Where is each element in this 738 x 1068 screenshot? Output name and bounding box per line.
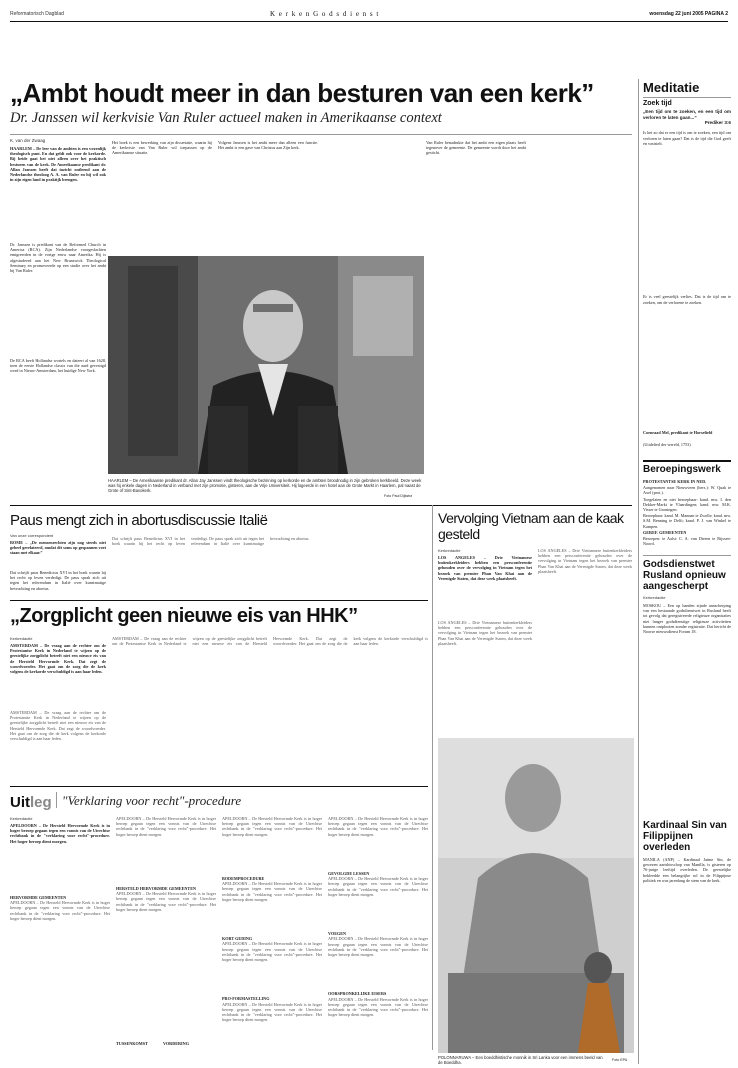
uitleg-col-3 xyxy=(222,816,322,1042)
abortus-headline: Paus mengt zich in abortusdiscussie Italië xyxy=(10,512,268,529)
beroepingswerk-item: Beroepbaar: kand. M. Mannan te Zwolle; kand. mw. S.M. Benning te Delft; kand. P. J. van Winkel te Kampen. xyxy=(643,513,731,529)
uitleg-sub-7: TUSSENKOMST xyxy=(116,1041,148,1046)
uitleg-col-4 xyxy=(328,816,428,1047)
meditatie-subtitle: Zoek tijd xyxy=(643,100,672,107)
lead-caption: HAARLEM – De Amerikaanse predikant dr. Allan Jay Janssen vindt theologische bezinning op kerkorde en de ambten broodnodig in zijn gebroken kerkbeeld. Deze week was hij enkele dagen in Nederland in verband met zijn promotie, gisteren, aan de Vrije Universiteit. Hij logeerde in een hotel aan de Grote Markt in Haarlem, pal naast de Grote of Sint-Bavokerk. xyxy=(108,478,422,494)
uitleg-text: APELDOORN – De Hersteld Hervormde Kerk is in hoger beroep gegaan tegen een vonnis van de Utrechtse rechtbank in de "verklaring voor recht"-procedure. Het hoger beroep dient morgen. xyxy=(10,823,110,844)
vietnam-divider xyxy=(432,505,433,1050)
kardinaal-title: Kardinaal Sin van Filippijnen overleden xyxy=(643,820,727,853)
uitleg-col-4-text-a: APELDOORN – De Hersteld Hervormde Kerk is in hoger beroep gegaan tegen een vonnis van de Utrechtse rechtbank in de "verklaring voor recht"-procedure. Het hoger beroep dient morgen. xyxy=(328,816,428,837)
lead-col-2 xyxy=(112,140,212,255)
lead-byline: K. van der Zwaag xyxy=(10,138,46,143)
godsdienst-tag: Kerkredactie xyxy=(643,595,666,600)
vietnam-col-b: LOS ANGELES – Drie Vietnamese buitenkerkleiders hebben een persconferentie gehouden over de vervolging in Vietnam tegen het bezoek van premier Phan Van Khai aan de Verenigde Staten, dat deze week plaatsheeft. xyxy=(538,548,632,574)
uitleg-col-3-text-b: APELDOORN – De Hersteld Hervormde Kerk is in hoger beroep gegaan tegen een vonnis van de Utrechtse rechtbank in de "verklaring voor recht"-procedure. Het hoger beroep dient morgen. xyxy=(222,881,322,902)
meditatie-block xyxy=(643,80,731,447)
godsdienst-block xyxy=(643,555,731,823)
abortus-intro: ROME – „De mensenrechten zijn nog steeds niet geheel gerelateerd, omdat dit soms op gespannen voet staan met elkaar.” xyxy=(10,540,106,556)
buddha-photo-image xyxy=(438,738,634,1053)
lead-photo-credit: Foto Paul Dijkstra xyxy=(384,494,413,498)
uitleg-col-4-text-c: APELDOORN – De Hersteld Hervormde Kerk is in hoger beroep gegaan tegen een vonnis van de Utrechtse rechtbank in de "verklaring voor recht"-procedure. Het hoger beroep dient morgen. xyxy=(328,936,428,958)
uitleg-col-3-text-d: APELDOORN – De Hersteld Hervormde Kerk is in hoger beroep gegaan tegen een vonnis van de Utrechtse rechtbank in de "verklaring voor recht"-procedure. Het hoger beroep dient morgen. xyxy=(222,1001,322,1023)
uitleg-col-1-text: APELDOORN – De Hersteld Hervormde Kerk is in hoger beroep gegaan tegen een vonnis van de Utrechtse rechtbank in de "verklaring voor recht"-procedure. Het hoger beroep dient morgen. xyxy=(10,900,110,921)
hhk-rule xyxy=(10,600,428,601)
beroepingswerk-item: PROTESTANTSE KERK IN NED. xyxy=(643,479,707,484)
vietnam-text: LOS ANGELES – Drie Vietnamese buitenkerkleiders hebben een persconferentie gehouden over de vervolging in Vietnam tegen het bezoek van premier Phan Van Khai aan de Verenigde Staten, dat deze week plaatsheeft. xyxy=(438,555,532,581)
uitleg-sub-2: BODEMPROCEDURE xyxy=(222,876,265,881)
vietnam-credit: Foto EPA xyxy=(612,1058,628,1062)
vietnam-col-a: LOS ANGELES – Drie Vietnamese buitenkerkleiders hebben een persconferentie gehouden over de vervolging in Vietnam tegen het bezoek van premier Phan Van Khai aan de Verenigde Staten, dat deze week plaatsheeft. xyxy=(438,620,532,646)
hhk-body xyxy=(10,636,106,703)
uitleg-brand-u: Uit xyxy=(10,794,30,811)
godsdienst-title: Godsdienstwet Rusland opnieuw aangescherpt xyxy=(643,559,726,592)
lead-divider xyxy=(10,134,632,135)
kardinaal-text: MANILA (ANP) – Kardinaal Jaime Sin, de gewezen aartsbisschop van Manilla, is gisteren op 76-jarige leeftijd overleden. De geestelijke bekleedde een belangrijke rol in de Filippijnse politiek en was jarenlang de stem van de kerk. xyxy=(643,857,731,883)
masthead-rule xyxy=(10,21,728,22)
abortus-tag: Van onze correspondent xyxy=(10,533,54,538)
lead-body-2: De RCA beeft Hollandse wortels en dateert al van 1628, toen de eerste Hollandse classis van die aard gevestigd werd in Nieuw-Amsterdam, het huidige New York. xyxy=(10,358,106,374)
uitleg-col-1 xyxy=(10,816,110,1045)
meditatie-reference: (Uitdelied der wereld, 1753) xyxy=(643,441,691,447)
masthead-paper: Reformatorisch Dagblad xyxy=(10,11,64,17)
buddha-photo xyxy=(438,738,634,1053)
kardinaal-block xyxy=(643,820,731,1057)
uitleg-brand-l: leg xyxy=(30,794,52,811)
uitleg-sub-4: PRO-FORMASTELLING xyxy=(222,996,270,1002)
hhk-tag: Kerkredactie xyxy=(10,636,33,641)
beroepingswerk-list xyxy=(643,479,731,546)
beroepingswerk-title: Beroepingswerk xyxy=(643,460,731,476)
abortus-columns: Dat schrijft paus Benedictus XVI in het boek waarin hij het recht op leven verdedigt. De paus sprak zich uit tegen het referendum in Italië over kunstmatige bevruchting en abortus. xyxy=(112,536,310,547)
meditatie-quote-ref: Prediker 3:6 xyxy=(704,120,731,126)
uitleg-col-4-text-d: APELDOORN – De Hersteld Hervormde Kerk is in hoger beroep gegaan tegen een vonnis van de Utrechtse rechtbank in de "verklaring voor recht"-procedure. Het hoger beroep dient morgen. xyxy=(328,996,428,1018)
beroepingswerk-item: Toegelaten en niet beroepbaar: kand. mw. I. den Dekker-Markt te Vlaardingen; kand. mw. M.K. Visser te Groningen. xyxy=(643,496,731,513)
uitleg-sub-8: VORDERING xyxy=(162,1041,189,1046)
godsdienst-text: MOSKOU – Een op handen zijnde aanscherping van een bestaande godsdienstwet in Rusland heeft tot gevolg dat geregistreerde religieuze organisaties niet langer godsdienstige religieuze activiteiten kunnen ontplooien zonder registratie. Dat bericht de Noorse nieuwsdienst Forum 18. xyxy=(643,603,731,635)
uitleg-sub-10: HERSTELD HERVORMDE GEMEENTEN xyxy=(116,886,197,891)
lead-body-1: Dr. Janssen is predikant van de Reformed Church in America (RCA). Zijn Nederlandse voorgeslachten emigreerden in de vorige eeuw naar Amerika. Hij is afgestudeerd aan het New Brunswick Theological Seminary en promoveerde op een studie over het ambt bij Van Ruler. xyxy=(10,242,106,274)
beroepingswerk-item: Beroepen: te Aalst: C. A. van Dieren te Rijssen-Noord. xyxy=(643,536,731,547)
uitleg-brand xyxy=(10,792,52,812)
beroepingswerk-item: GEREF. GEMEENTEN xyxy=(643,529,687,535)
uitleg-sub-1: HERVORMDE GEMEENTEN xyxy=(10,895,67,900)
meditatie-text-1: Is het zo dat er een tijd is om te zoeken, een tijd om verloren te laten gaan? Dat is de tijd die God geeft en vaststelt. xyxy=(643,130,731,146)
masthead xyxy=(10,10,728,20)
uitleg-sub-9: OORSPRONKELIJKE EISERS xyxy=(328,991,387,997)
lead-photo-image xyxy=(108,256,424,474)
uitleg-sub-5: GEVOLGDE LESSEN xyxy=(328,871,370,876)
godsdienst-rule xyxy=(643,555,731,556)
lead-photo xyxy=(108,256,424,474)
abortus-rule xyxy=(10,505,632,506)
uitleg-rule xyxy=(10,786,428,787)
lead-body-5: Van Ruler benadrukte dat het ambt een eigen plaats heeft tegenover de gemeente. De gemeente wordt door het ambt gesticht. xyxy=(426,140,526,156)
uitleg-col-3-text-c: APELDOORN – De Hersteld Hervormde Kerk is in hoger beroep gegaan tegen een vonnis van de Utrechtse rechtbank in de "verklaring voor recht"-procedure. Het hoger beroep dient morgen. xyxy=(222,941,322,963)
beroepingswerk-item: Aangenomen naar Nieuwveen (hers.): W. Quak te Axel (prot.). xyxy=(643,485,731,496)
lead-subhead: Dr. Janssen wil kerkvisie Van Ruler actueel maken in Amerikaanse context xyxy=(10,110,442,126)
meditatie-title: Meditatie xyxy=(643,80,700,95)
uitleg-col-2-text-a: APELDOORN – De Hersteld Hervormde Kerk is in hoger beroep gegaan tegen een vonnis van de Utrechtse rechtbank in de "verklaring voor recht"-procedure. Het hoger beroep dient morgen. xyxy=(116,816,216,837)
uitleg-brand-divider xyxy=(56,792,57,808)
uitleg-col-2 xyxy=(116,816,216,1051)
lead-intro: HAARLEM – De leer van de ambten is een wezenlijk theologisch punt. En dat geldt ook voor de kerkorde. Bij beide gaat het niet alleen over het praktisch besturen van de kerk. De Amerikaanse predikant dr. Allan Janssen heeft dat inzicht ontleend aan de Nederlandse theoloog A. A. van Ruler en hij wil ook in zijn eigen land in praktijk brengen. xyxy=(10,146,106,183)
lead-headline: „Ambt houdt meer in dan besturen van een kerk” xyxy=(10,79,594,107)
hhk-text: AMSTERDAM – De vraag aan de rechter om de Protestantse Kerk in Nederland te wijzen op de geestelijke zorgplicht betreft niet een nieuwe eis van de Hersteld Hervormde Kerk. Dat zegt de woordvoerder. Het gaat om de zorg die de kerk volgens de kerkorde verschuldigd is aan haar leden. xyxy=(10,643,106,675)
meditatie-text-2: Er is veel geestelijk verlies. Dat is de tijd om te zoeken, om de verlorene te zoeken. xyxy=(643,294,731,305)
masthead-date: woensdag 22 juni 2005 PAGINA 2 xyxy=(649,11,728,17)
vietnam-tag: Kerkredactie xyxy=(438,548,461,553)
uitleg-tag: Kerkredactie xyxy=(10,816,33,821)
lead-col-3 xyxy=(218,140,318,255)
meditatie-signature: Coenraad Mel, predikant te Horsefield xyxy=(643,430,713,436)
hhk-headline: „Zorgplicht geen nieuwe eis van HHK” xyxy=(10,605,358,627)
lead-body-4: Volgens Janssen is het ambt meer dan alleen een functie. Het ambt is een gave van Christus aan Zijn kerk. xyxy=(218,140,318,151)
sidebar-divider xyxy=(638,79,639,1064)
uitleg-col-4-text-b: APELDOORN – De Hersteld Hervormde Kerk is in hoger beroep gegaan tegen een vonnis van de Utrechtse rechtbank in de "verklaring voor recht"-procedure. Het hoger beroep dient morgen. xyxy=(328,876,428,897)
vietnam-headline: Vervolging Vietnam aan de kaak gesteld xyxy=(438,510,624,542)
lead-col-1 xyxy=(10,138,106,508)
uitleg-sub-6: VOEGEN xyxy=(328,931,347,937)
uitleg-headline: "Verklaring voor recht"-procedure xyxy=(62,793,242,808)
vietnam-caption: POLONNARUWA – Een boeddhistische monnik in Sri Lanka voor een immens beeld van de Boeddha. xyxy=(438,1055,603,1065)
meditatie-rule xyxy=(643,97,731,98)
uitleg-col-2-text-b: APELDOORN – De Hersteld Hervormde Kerk is in hoger beroep gegaan tegen een vonnis van de Utrechtse rechtbank in de "verklaring voor recht"-procedure. Het hoger beroep dient morgen. xyxy=(116,891,216,912)
uitleg-col-3-text-a: APELDOORN – De Hersteld Hervormde Kerk is in hoger beroep gegaan tegen een vonnis van de Utrechtse rechtbank in de "verklaring voor recht"-procedure. Het hoger beroep dient morgen. xyxy=(222,816,322,837)
masthead-section: K e r k e n G o d s d i e n s t xyxy=(270,10,380,18)
abortus-text: Dat schrijft paus Benedictus XVI in het boek waarin hij het recht op leven verdedigt. De paus sprak zich uit tegen het referendum in Italië over kunstmatige bevruchting en abortus. xyxy=(10,570,106,591)
uitleg-footer xyxy=(116,1030,428,1049)
meditatie-quote: „Een tijd om te zoeken, en een tijd om verloren te laten gaan...” xyxy=(643,109,731,120)
uitleg-sub-3: KORT GEDING xyxy=(222,936,253,942)
hhk-columns: AMSTERDAM – De vraag aan de rechter om de Protestantse Kerk in Nederland te wijzen op de geestelijke zorgplicht betreft niet een nieuwe eis van de Hersteld Hervormde Kerk. Dat zegt de woordvoerder. Het gaat om de zorg die de kerk volgens de kerkorde verschuldigd is aan haar leden. xyxy=(112,636,428,647)
lead-col-4 xyxy=(426,140,526,470)
beroepingswerk-block xyxy=(643,460,731,547)
hhk-col-1: AMSTERDAM – De vraag aan de rechter om de Protestantse Kerk in Nederland te wijzen op de geestelijke zorgplicht betreft niet een nieuwe eis van de Hersteld Hervormde Kerk. Dat zegt de woordvoerder. Het gaat om de zorg die de kerk volgens de kerkorde verschuldigd is aan haar leden. xyxy=(10,710,106,742)
lead-body-3: Het boek is een bewerking van zijn dissertatie, waarin hij de kerkvisie van Van Ruler wil toepassen op de Amerikaanse situatie. xyxy=(112,140,212,156)
